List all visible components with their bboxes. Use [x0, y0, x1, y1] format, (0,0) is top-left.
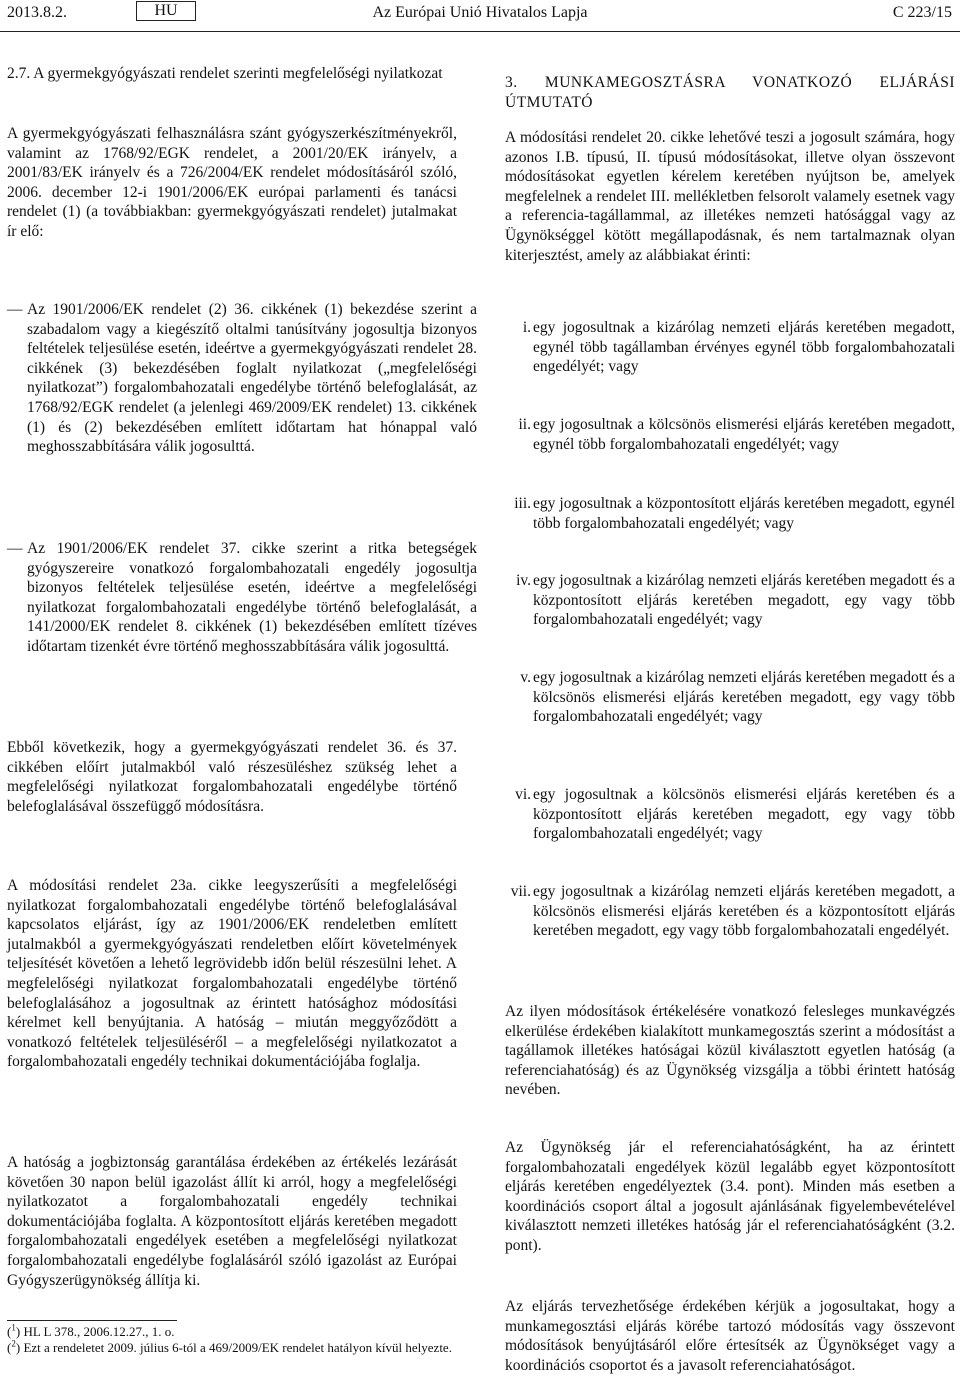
list-item-dash-2-text: Az 1901/2006/EK rendelet 37. cikke szerint a ritka betegségek gyógyszereire vonatkozó forgalombahozatali engedély jogosultja bizonyos feltételek teljesülése esetén, ideértve a megfelelőségi nyilatkozat forgalombahozatali engedélybe történő belefoglalását, a 141/2000/EK rendelet 8. cikkének (1) bekezdésében említett tízéves időtartam tizenkét évre történő meghosszabbítására válik jogosulttá.	[27, 540, 477, 655]
list-item-text: egy jogosultnak a központosított eljárás keretében megadott, egynél több forgalombahozatali engedélyét; vagy	[533, 495, 955, 532]
footnote-2-mark: 2	[11, 1338, 16, 1349]
journal-title: Az Európai Unió Hivatalos Lapja	[372, 4, 588, 21]
paragraph-planning: Az eljárás tervezhetősége érdekében kérjük a jogosultakat, hogy a munkamegosztási eljárás körébe tartozó módosítás vagy összevont módosítások benyújtásáról előre értesítsék az Ügynökséget vagy a koordinációs csoportot és a javasolt referenciahatóságot.	[505, 1298, 955, 1374]
list-item-text: egy jogosultnak a kölcsönös elismerési eljárás keretében megadott, egynél több forgalombahozatali engedélyét; vagy	[533, 416, 955, 453]
list-item-text: egy jogosultnak a kizárólag nemzeti eljárás keretében megadott és a kölcsönös elismerési eljárás keretében megadott, egy vagy több forgalombahozatali engedélyét; vagy	[533, 669, 955, 726]
footnote-2-text: Ezt a rendeletet 2009. július 6-tól a 469/2009/EK rendelet hatályon kívül helyezte.	[23, 1340, 452, 1355]
list-item-dash-2	[7, 539, 477, 657]
list-item-dash-1	[7, 300, 477, 457]
footnote-1-text: HL L 378., 2006.12.27., 1. o.	[23, 1324, 175, 1339]
paragraph-certificate: A hatóság a jogbiztonság garantálása érdekében az értékelés lezárását követően 30 napon belül igazolást állít ki arról, hogy a megfelelőségi nyilatkozatot a forgalombahozatali engedély technikai dokumentációjába foglalta. A központosított eljárás keretében megadott forgalombahozatali engedélyek esetében a megfelelőségi nyilatkozat forgalombahozatali engedélybe foglalásáról szóló igazolást az Európai Gyógyszerügynökség állítja ki.	[7, 1154, 457, 1289]
list-item-number: i.	[522, 319, 531, 336]
paragraph-intro-text: A gyermekgyógyászati felhasználásra szánt gyógyszerkészítményekről, valamint az 1768/92/EGK rendelet, a 2001/20/EK irányelv, a 2001/83/EK irányelv és a 726/2004/EK rendelet módosításáról szóló, 2006. december 12-i 1901/2006/EK európai parlamenti és tanácsi rendelet (1) (a továbbiakban: gyermekgyógyászati rendelet) jutalmakat ír elő:	[7, 125, 457, 240]
footnote-1-mark: 1	[11, 1322, 16, 1333]
language-badge: HU	[136, 1, 196, 21]
dash-bullet: —	[7, 540, 23, 557]
header-rule	[0, 31, 960, 32]
paragraph-work-sharing: Az ilyen módosítások értékelésére vonatkozó felesleges munkavégzés elkerülése érdekében kialakított munkamegosztás szerint a módosítást a tagállamok illetékes hatóságai közül kiválasztott egyetlen hatóság (a referenciahatóság) és az Ügynökség vizsgálja a többi érintett hatóság nevében.	[505, 1003, 955, 1099]
page-reference: C 223/15	[892, 4, 952, 21]
section-title-3: 3. MUNKAMEGOSZTÁSRA VONATKOZÓ ELJÁRÁSI ÚTMUTATÓ	[505, 74, 955, 111]
list-item-text: egy jogosultnak a kizárólag nemzeti eljárás keretében megadott, a kölcsönös elismerési eljárás keretében és a központosított eljárás keretében megadott, egy vagy több forgalombahozatali engedélyét.	[533, 883, 955, 940]
list-item-text: egy jogosultnak a kölcsönös elismerési eljárás keretében és a központosított eljárás keretében megadott, egy vagy több forgalombahozatali engedélyét; vagy	[533, 786, 955, 843]
paragraph-intro	[7, 124, 457, 242]
paragraph-consequence: Ebből következik, hogy a gyermekgyógyászati rendelet 36. és 37. cikkében előírt jutalmakból való részesüléshez szükség lehet a megfelelőségi nyilatkozat forgalombahozatali engedélybe történő belefoglalásával összefüggő módosításra.	[7, 739, 457, 815]
section-title-2-7: 2.7. A gyermekgyógyászati rendelet szerinti megfelelőségi nyilatkozat	[7, 65, 443, 82]
list-item-number: vii.	[510, 883, 531, 900]
paragraph-reference-authority: Az Ügynökség jár el referenciahatóságként, ha az érintett forgalombahozatali engedélyek közül legalább egyet központosított eljárás keretében engedélyeztek (3.4. pont). Minden más esetben a koordinációs csoport által a jogosult ajánlásának figyelembevételével kiválasztott nemzeti illetékes hatóság jár el referenciahatóságként (3.2. pont).	[505, 1139, 955, 1254]
list-item-dash-1-text: Az 1901/2006/EK rendelet (2) 36. cikkének (1) bekezdése szerint a szabadalom vagy a kiegészítő oltalmi tanúsítvány jogosultja bizonyos feltételek teljesülése esetén, ideértve a gyermekgyógyászati rendelet 28. cikkének (3) bekezdésében foglalt nyilatkozat („megfelelőségi nyilatkozat”) forgalombahozatali engedélybe történő belefoglalását, az 1768/92/EGK rendelet (a jelenlegi 469/2009/EK rendelet) 13. cikkének (1) és (2) bekezdésében említett időtartam hat hónappal való meghosszabbítására válik jogosulttá.	[27, 301, 477, 456]
dash-bullet: —	[7, 301, 23, 318]
paragraph-simplification: A módosítási rendelet 23a. cikke leegyszerűsíti a megfelelőségi nyilatkozat forgalombahozatali engedélybe történő belefoglalásával kapcsolatos eljárást, így az 1901/2006/EK rendeletben említett jutalmakból a gyermekgyógyászati rendeletben előírt követelmények teljesítését követően a lehető legrövidebb időn belül részesülni lehet. A megfelelőségi nyilatkozat forgalombahozatali engedélybe történő belefoglalásához a jogosultnak az érintett hatósághoz módosítási kérelmet kell benyújtania. A hatóság – miután meggyőződött a vonatkozó feltételek teljesüléséről – a megfelelőségi nyilatkozatot a forgalombahozatali engedély technikai dokumentációjába foglalja.	[7, 877, 457, 1071]
list-item-text: egy jogosultnak a kizárólag nemzeti eljárás keretében megadott, egynél több tagállamban érvényes egynél több forgalombahozatali engedélyét; vagy	[533, 319, 955, 376]
list-item-number: vi.	[515, 786, 531, 803]
page-header	[0, 0, 960, 32]
paragraph-division-intro: A módosítási rendelet 20. cikke lehetővé teszi a jogosult számára, hogy azonos I.B. típusú, II. típusú módosításokat, illetve olyan összevont módosításokat egyetlen kérelem keretében nyújtson be, amelyek megfelelnek a rendelet III. mellékletben felsorolt valamely esetnek vagy a referencia-tagállammal, az illetékes nemzeti hatósággal vagy az Ügynökséggel kötött megállapodásnak, és nem tartalmaznak olyan kiterjesztést, amely az alábbiakat érinti:	[505, 129, 955, 264]
list-item-number: ii.	[518, 416, 531, 433]
footnote-1: ($^1$) HL L 378., 2006.12.27., 1. o.	[7, 1322, 175, 1339]
header-date: 2013.8.2.	[7, 4, 67, 21]
list-item-number: v.	[520, 669, 531, 686]
footnote-rule	[7, 1320, 177, 1321]
list-item-number: iii.	[514, 495, 531, 512]
list-item-text: egy jogosultnak a kizárólag nemzeti eljárás keretében megadott és a központosított eljárás keretében megadott, egy vagy több forgalombahozatali engedélyét; vagy	[533, 572, 955, 629]
list-item-number: iv.	[516, 572, 531, 589]
footnote-2: ($^2$) Ezt a rendeletet 2009. július 6-tól a 469/2009/EK rendelet hatályon kívül helyezte.	[7, 1338, 452, 1355]
